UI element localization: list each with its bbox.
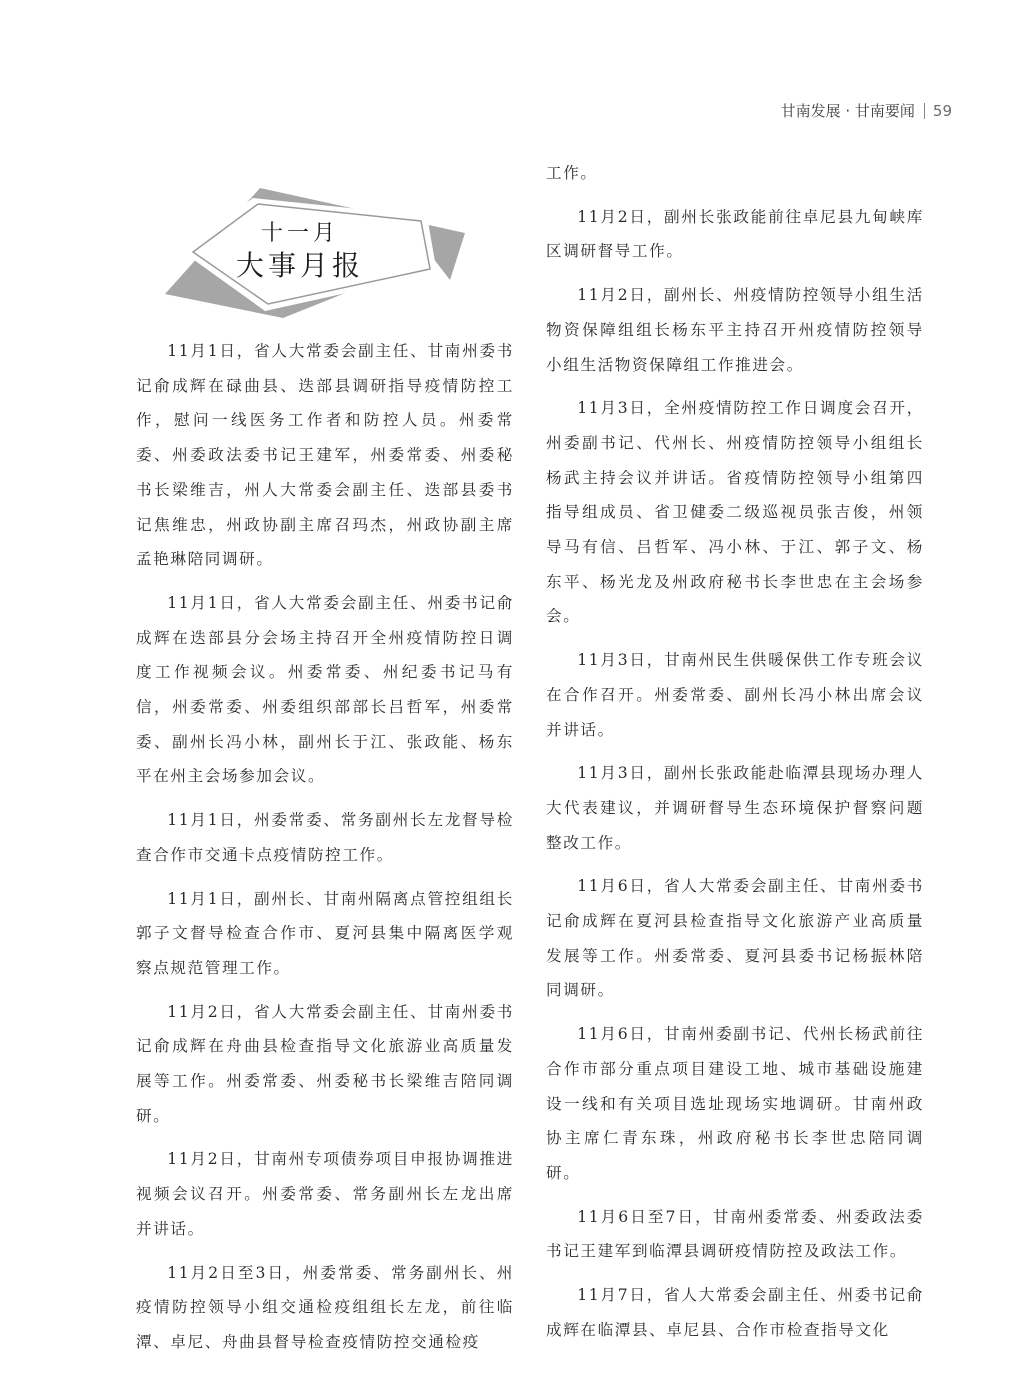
- news-item: 11月3日，甘南州民生供暖保供工作专班会议在合作召开。州委常委、副州长冯小林出席会议并讲话。: [546, 651, 924, 739]
- news-item: 11月2日，省人大常委会副主任、甘南州委书记俞成辉在舟曲县检查指导文化旅游业高质量发展等工作。州委常委、州委秘书长梁维吉陪同调研。: [136, 1002, 514, 1125]
- news-item: 11月6日至7日，甘南州委常委、州委政法委书记王建军到临潭县调研疫情防控及政法工作。: [546, 1207, 924, 1261]
- news-item: 11月6日，省人大常委会副主任、甘南州委书记俞成辉在夏河县检查指导文化旅游产业高质量发展等工作。州委常委、夏河县委书记杨振林陪同调研。: [546, 877, 924, 1000]
- news-item-continuation: 工作。: [546, 164, 598, 182]
- news-item: 11月3日，副州长张政能赴临潭县现场办理人大代表建议，并调研督导生态环境保护督察问题整改工作。: [546, 764, 924, 852]
- news-item: 11月2日，副州长张政能前往卓尼县九甸峡库区调研督导工作。: [546, 207, 924, 261]
- news-item: 11月2日，副州长、州疫情防控领导小组生活物资保障组组长杨东平主持召开州疫情防控领导小组生活物资保障组工作推进会。: [546, 286, 924, 374]
- header-divider: [924, 103, 925, 119]
- news-item: 11月3日，全州疫情防控工作日调度会召开，州委副书记、代州长、州疫情防控领导小组组长杨武主持会议并讲话。省疫情防控领导小组第四指导组成员、省卫健委二级巡视员张吉俊，州领导马有信、吕哲军、冯小林、于江、郭子文、杨东平、杨光龙及州政府秘书长李世忠在主会场参会。: [546, 399, 924, 626]
- right-column: [546, 156, 924, 1357]
- left-column: [136, 334, 514, 1369]
- section-title-badge: [165, 188, 470, 323]
- news-item: 11月6日，甘南州委副书记、代州长杨武前往合作市部分重点项目建设工地、城市基础设施建设一线和有关项目选址现场实地调研。甘南州政协主席仁青东珠，州政府秘书长李世忠陪同调研。: [546, 1025, 924, 1182]
- news-item: 11月1日，州委常委、常务副州长左龙督导检查合作市交通卡点疫情防控工作。: [136, 811, 514, 864]
- page-number: 59: [932, 101, 952, 120]
- news-item: 11月1日，副州长、甘南州隔离点管控组组长郭子文督导检查合作市、夏河县集中隔离医学观察点规范管理工作。: [136, 889, 514, 977]
- news-item: 11月1日，省人大常委会副主任、甘南州委书记俞成辉在碌曲县、迭部县调研指导疫情防控工作，慰问一线医务工作者和防控人员。州委常委、州委政法委书记王建军，州委常委、州委秘书长梁维吉，州人大常委会副主任、迭部县委书记焦维忠，州政协副主席召玛杰，州政协副主席孟艳琳陪同调研。: [136, 342, 514, 569]
- running-header: [781, 100, 952, 121]
- title-month: 十一月: [260, 221, 339, 246]
- section-title: 甘南发展 · 甘南要闻: [780, 102, 915, 120]
- news-item: 11月2日，甘南州专项债券项目申报协调推进视频会议召开。州委常委、常务副州长左龙出席并讲话。: [136, 1150, 514, 1238]
- news-item: 11月2日至3日，州委常委、常务副州长、州疫情防控领导小组交通检疫组组长左龙，前往临潭、卓尼、舟曲县督导检查疫情防控交通检疫: [136, 1263, 514, 1351]
- news-item: 11月1日，省人大常委会副主任、州委书记俞成辉在迭部县分会场主持召开全州疫情防控日调度工作视频会议。州委常委、州纪委书记马有信，州委常委、州委组织部部长吕哲军，州委常委、副州长冯小林，副州长于江、张政能、杨东平在州主会场参加会议。: [136, 593, 514, 786]
- title-main: 大事月报: [235, 249, 364, 282]
- news-item: 11月7日，省人大常委会副主任、州委书记俞成辉在临潭县、卓尼县、合作市检查指导文化: [546, 1286, 924, 1339]
